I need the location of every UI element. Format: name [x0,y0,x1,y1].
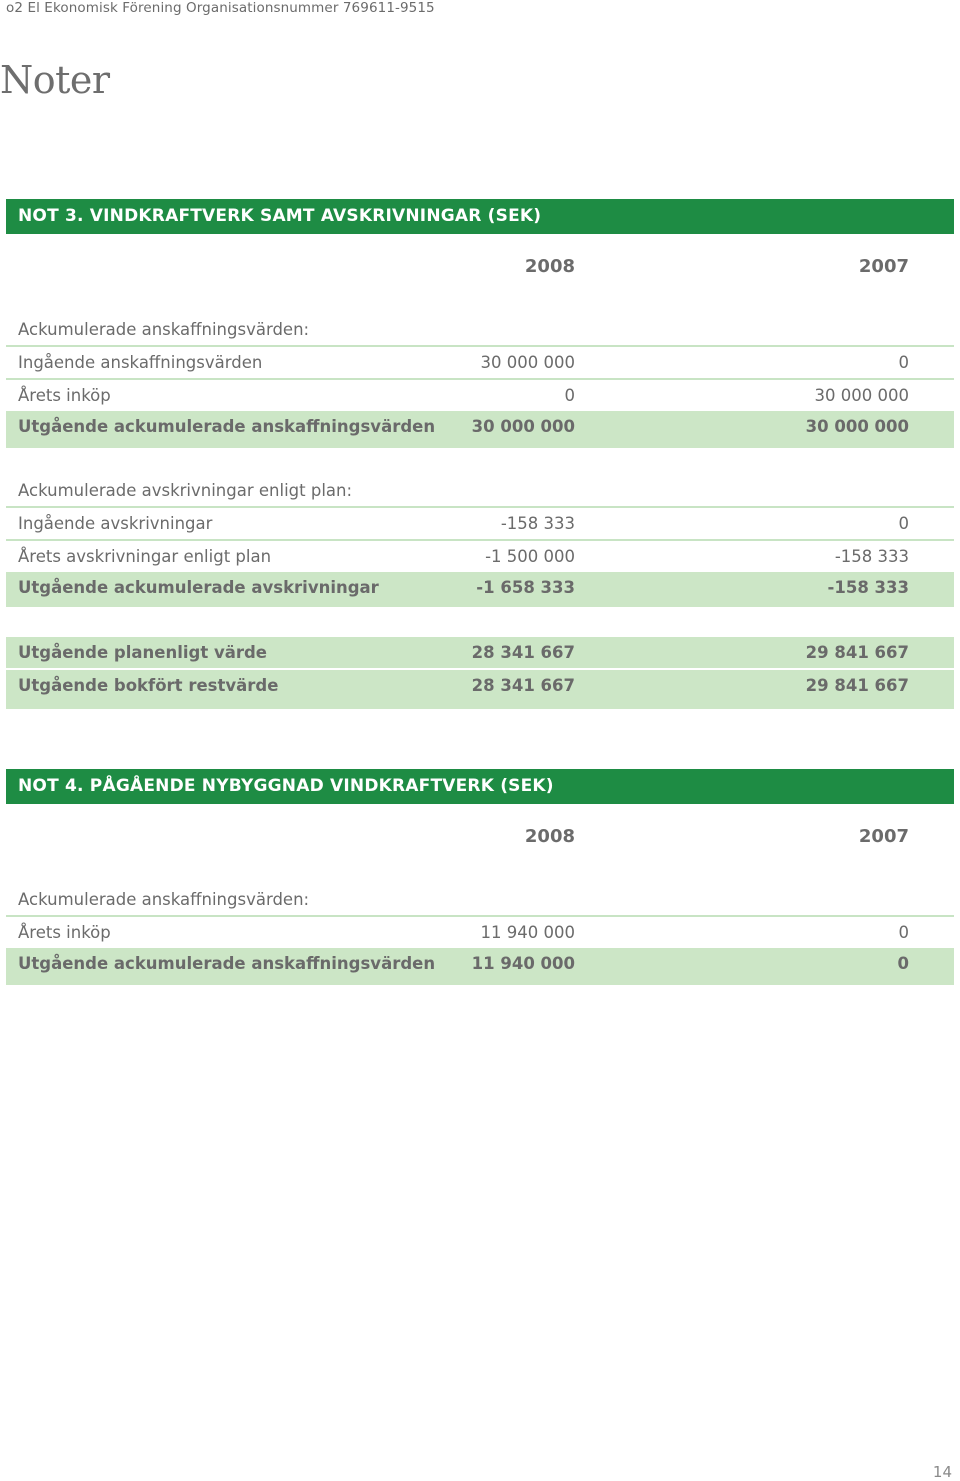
value-2008: 30 000 000 [471,417,575,436]
note-3-heading: NOT 3. VINDKRAFTVERK SAMT AVSKRIVNINGAR (SEK) [6,199,954,234]
value-2007: 0 [898,353,909,372]
total-row [6,670,954,701]
table-row [6,541,954,572]
value-2007: 30 000 000 [814,386,909,405]
value-2007: 30 000 000 [805,417,909,436]
row-label: Årets avskrivningar enligt plan [18,547,272,566]
row-label: Utgående ackumulerade anskaffningsvärden [18,954,436,973]
table-row [6,508,954,541]
page-number: 14 [932,1463,952,1481]
residual-value-block [6,637,954,709]
organization-line: o2 El Ekonomisk Förening Organisationsnummer 769611-9515 [6,0,435,16]
total-block [6,411,954,448]
value-2008: 11 940 000 [471,954,575,973]
value-2007: 0 [898,923,909,942]
value-2007: 29 841 667 [805,643,909,662]
section-label: Ackumulerade anskaffningsvärden: [18,320,310,339]
total-block [6,572,954,607]
note-4-section [6,769,954,985]
table-row [6,380,954,411]
section-label-row [6,475,954,508]
row-label: Ingående anskaffningsvärden [18,353,263,372]
value-2008: 28 341 667 [471,676,575,695]
row-label: Utgående planenligt värde [18,643,267,662]
page-title: Noter [0,58,110,102]
total-row [6,948,954,979]
note-3-section [6,199,954,709]
year-2007-label: 2007 [858,256,909,277]
year-2008-label: 2008 [524,256,575,277]
row-label: Utgående bokfört restvärde [18,676,279,695]
value-2008: 0 [564,386,575,405]
row-label: Ingående avskrivningar [18,514,213,533]
section-label: Ackumulerade anskaffningsvärden: [18,890,310,909]
note-4-year-header-row [6,821,954,852]
value-2007: 0 [897,954,909,973]
value-2007: 29 841 667 [805,676,909,695]
section-label: Ackumulerade avskrivningar enligt plan: [18,481,353,500]
value-2007: -158 333 [827,578,909,597]
row-label: Utgående ackumulerade avskrivningar [18,578,379,597]
total-row [6,572,954,603]
note-4-heading: NOT 4. PÅGÅENDE NYBYGGNAD VINDKRAFTVERK (SEK) [6,769,954,804]
row-label: Årets inköp [18,386,111,405]
value-2007: 0 [898,514,909,533]
year-2007-label: 2007 [858,826,909,847]
value-2008: -1 500 000 [485,547,575,566]
total-row [6,637,954,670]
value-2008: 28 341 667 [471,643,575,662]
value-2008: 11 940 000 [480,923,575,942]
table-row [6,347,954,380]
value-2008: 30 000 000 [480,353,575,372]
value-2007: -158 333 [834,547,909,566]
section-label-row [6,314,954,347]
table-row [6,917,954,948]
value-2008: -158 333 [500,514,575,533]
row-label: Utgående ackumulerade anskaffningsvärden [18,417,436,436]
value-2008: -1 658 333 [476,578,575,597]
row-label: Årets inköp [18,923,111,942]
total-block [6,948,954,985]
year-2008-label: 2008 [524,826,575,847]
section-label-row [6,884,954,917]
total-row [6,411,954,442]
note-3-year-header-row [6,251,954,282]
